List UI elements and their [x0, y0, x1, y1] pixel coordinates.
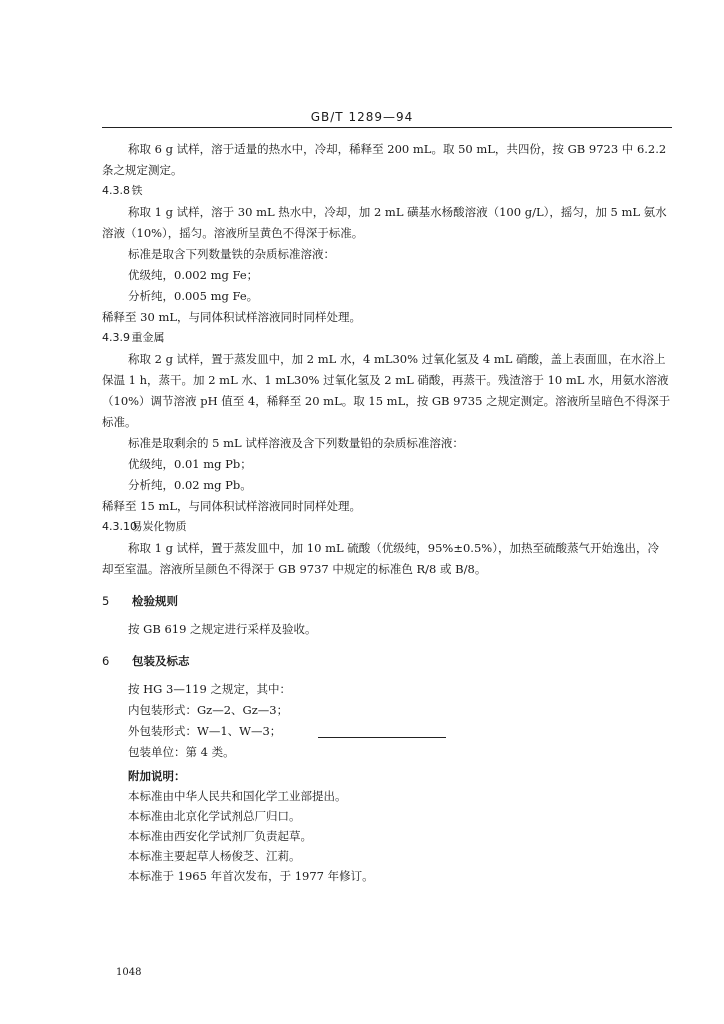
- notes-title: 附加说明：: [128, 769, 186, 783]
- section-heading-5: [102, 592, 674, 610]
- paragraph: 称取 1 g 试样，置于蒸发皿中，加 10 mL 硫酸（优级纯，95%±0.5%），加热至硫酸蒸气开始逸出，冷: [128, 541, 659, 555]
- list-item: 外包装形式：W—1、W—3；: [128, 724, 282, 738]
- paragraph: 条之规定测定。: [102, 163, 183, 177]
- section-title: 包装及标志: [132, 654, 190, 668]
- section-heading-4-3-9: [102, 329, 674, 347]
- header-rule: [102, 127, 672, 128]
- paragraph: 称取 1 g 试样，溶于 30 mL 热水中，冷却，加 2 mL 磺基水杨酸溶液（100 g/L），摇匀，加 5 mL 氨水: [128, 205, 667, 219]
- list-item: 内包装形式：Gz—2、Gz—3；: [128, 703, 289, 717]
- section-number: 6: [102, 654, 110, 668]
- paragraph: 标准是取含下列数量铁的杂质标准溶液：: [128, 247, 335, 261]
- section-heading-4-3-10: [102, 518, 674, 536]
- page-header: GB/T 1289—94: [310, 110, 414, 124]
- section-title: 检验规则: [132, 594, 179, 608]
- paragraph: 标准。: [102, 415, 137, 429]
- paragraph: 稀释至 15 mL，与同体积试样溶液同时同样处理。: [102, 499, 361, 513]
- section-heading-4-3-8: [102, 182, 674, 200]
- separator-rule: [318, 737, 446, 738]
- paragraph: 稀释至 30 mL，与同体积试样溶液同时同样处理。: [102, 310, 361, 324]
- section-heading-6: [102, 652, 674, 670]
- note-line: 本标准于 1965 年首次发布，于 1977 年修订。: [128, 869, 374, 883]
- section-title: 铁: [131, 184, 143, 197]
- paragraph: 溶液（10%），摇匀。溶液所呈黄色不得深于标准。: [102, 226, 364, 240]
- paragraph: 称取 2 g 试样，置于蒸发皿中，加 2 mL 水，4 mL30% 过氧化氢及 4 mL 硝酸，盖上表面皿，在水浴上: [128, 352, 666, 366]
- section-title: 重金属: [131, 331, 165, 344]
- list-item: 分析纯，0.02 mg Pb。: [128, 478, 252, 492]
- paragraph: 称取 6 g 试样，溶于适量的热水中，冷却，稀释至 200 mL。取 50 mL，共四份，按 GB 9723 中 6.2.2: [128, 142, 667, 156]
- paragraph: 却至室温。溶液所呈颜色不得深于 GB 9737 中规定的标准色 R/8 或 B/8。: [102, 562, 487, 576]
- paragraph: 按 HG 3—119 之规定，其中：: [128, 682, 291, 696]
- document-body: [102, 140, 674, 764]
- section-title: 易炭化物质: [131, 520, 187, 533]
- paragraph: （10%）调节溶液 pH 值至 4，稀释至 20 mL。取 15 mL，按 GB 9735 之规定测定。溶液所呈暗色不得深于: [102, 394, 671, 408]
- page-number: 1048: [116, 967, 142, 978]
- section-number: 4.3.10: [102, 520, 137, 533]
- list-item: 优级纯，0.01 mg Pb；: [128, 457, 252, 471]
- section-number: 4.3.8: [102, 184, 130, 197]
- section-number: 5: [102, 594, 110, 608]
- list-item: 优级纯，0.002 mg Fe；: [128, 268, 259, 282]
- list-item: 包装单位：第 4 类。: [128, 745, 235, 759]
- list-item: 分析纯，0.005 mg Fe。: [128, 289, 259, 303]
- additional-notes: [128, 767, 668, 887]
- paragraph: 按 GB 619 之规定进行采样及验收。: [128, 622, 317, 636]
- section-number: 4.3.9: [102, 331, 130, 344]
- note-line: 本标准由北京化学试剂总厂归口。: [128, 809, 301, 823]
- paragraph: 保温 1 h，蒸干。加 2 mL 水、1 mL30% 过氧化氢及 2 mL 硝酸，再蒸干。残渣溶于 10 mL 水，用氨水溶液: [102, 373, 669, 387]
- note-line: 本标准由中华人民共和国化学工业部提出。: [128, 789, 347, 803]
- note-line: 本标准主要起草人杨俊芝、江莉。: [128, 849, 301, 863]
- note-line: 本标准由西安化学试剂厂负责起草。: [128, 829, 312, 843]
- paragraph: 标准是取剩余的 5 mL 试样溶液及含下列数量铅的杂质标准溶液：: [128, 436, 464, 450]
